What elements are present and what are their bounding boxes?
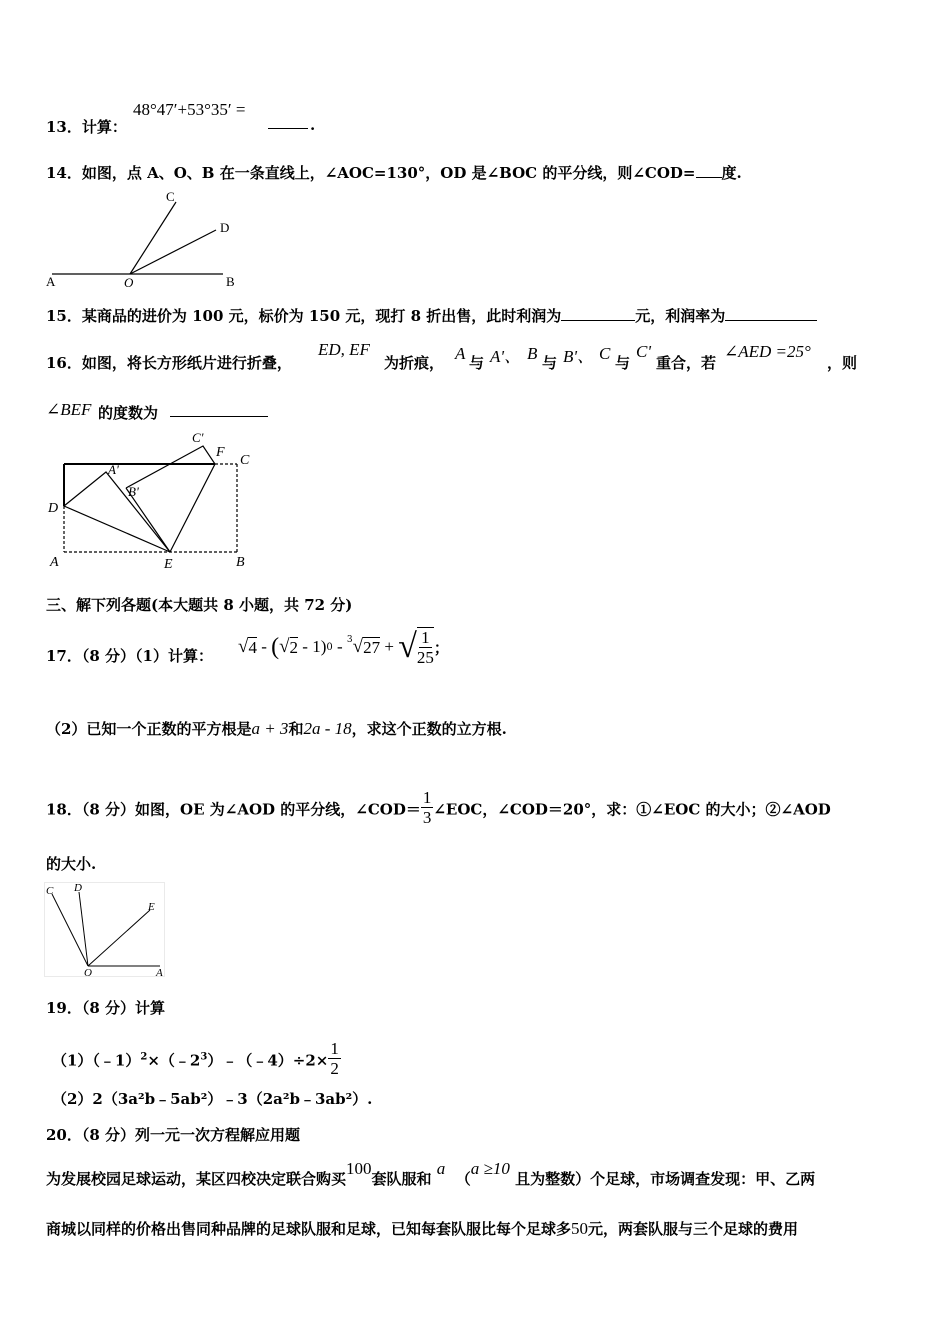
q19-sup-2: 2 bbox=[140, 1051, 148, 1063]
label-b-prime: B' bbox=[128, 484, 139, 499]
q15-profit-blank bbox=[561, 306, 635, 321]
sqrt4-radicand: 4 bbox=[248, 637, 257, 657]
q14-answer-blank bbox=[696, 163, 722, 178]
q13-label: 13．计算： bbox=[46, 118, 127, 136]
section-3-heading: 三、解下列各题(本大题共 8 小题，共 72 分) bbox=[46, 596, 353, 614]
q16-yu3: 与 bbox=[615, 354, 631, 372]
q16-text-3: ，则 bbox=[827, 354, 858, 372]
sqrt-sign-1: √ bbox=[238, 636, 249, 657]
q19-p1 bbox=[52, 1039, 341, 1081]
q14-line bbox=[46, 162, 742, 183]
q19-frac-1-2 bbox=[328, 1039, 341, 1078]
q15-part1: 15．某商品的进价为 100 元，标价为 150 元，现打 8 折出售，此时利润为 bbox=[46, 307, 562, 325]
label-a: A bbox=[50, 555, 59, 570]
q18-frac-1-3 bbox=[421, 788, 434, 827]
q20-var-a: a bbox=[436, 1159, 446, 1178]
q16-angle: ∠AED =25° bbox=[724, 342, 811, 361]
q15-line bbox=[46, 305, 817, 326]
q20-title: 20．（8 分）列一元一次方程解应用题 bbox=[46, 1126, 301, 1144]
q20-number-50: 50 bbox=[571, 1219, 589, 1238]
q15-part2: 元，利润率为 bbox=[635, 307, 726, 325]
q18-line-1 bbox=[46, 788, 831, 830]
sqrt-sign-2: √ bbox=[279, 636, 290, 657]
power-zero: 0 bbox=[326, 641, 333, 653]
q16-answer-blank bbox=[170, 402, 268, 417]
q15-rate-blank bbox=[725, 306, 817, 321]
q17-p2-text-a: （2）已知一个正数的平方根是 bbox=[46, 720, 252, 738]
plus: + bbox=[380, 637, 399, 656]
q18-text-2: ∠EOC，∠COD＝20°，求：①∠EOC 的大小；②∠AOD bbox=[433, 800, 831, 819]
fold-dae bbox=[64, 472, 170, 552]
label-e: E bbox=[164, 557, 173, 572]
label-a-prime: A' bbox=[108, 462, 119, 477]
label-e: E bbox=[148, 901, 155, 913]
cube-root-radicand: 27 bbox=[363, 637, 381, 657]
q16-text-2: 重合，若 bbox=[656, 354, 717, 372]
q13-answer-blank bbox=[268, 114, 308, 129]
label-o: O bbox=[84, 967, 92, 978]
q16-a-prime: A'、 bbox=[490, 347, 522, 366]
q19-p1-c: ）﹣（﹣4）÷2× bbox=[207, 1051, 329, 1070]
q14-figure bbox=[40, 188, 240, 292]
q17-end: ； bbox=[433, 638, 449, 657]
q14-text: 14．如图，点 A、O、B 在一条直线上，∠AOC=130°，OD 是∠BOC 的平分线，则∠COD= bbox=[46, 164, 696, 182]
q16-c-prime: C' bbox=[636, 342, 651, 361]
frac-num: 1 bbox=[330, 1039, 339, 1058]
frac-num: 1 bbox=[422, 788, 432, 807]
q16-c: C bbox=[599, 344, 611, 363]
q18-text-1: 18．（8 分）如图，OE 为∠AOD 的平分线，∠COD＝ bbox=[46, 800, 421, 819]
q19-p1-b: ×（﹣2 bbox=[147, 1051, 201, 1070]
label-b: B bbox=[226, 274, 235, 289]
minus-1: - bbox=[256, 637, 272, 656]
label-d: D bbox=[48, 501, 59, 516]
label-f: F bbox=[216, 445, 225, 460]
q20-text-3: 且为整数）个足球，市场调查发现：甲、乙两 bbox=[515, 1170, 816, 1188]
sqrt2-radicand: 2 bbox=[289, 637, 299, 657]
q19-title: 19．（8 分）计算 bbox=[46, 999, 166, 1017]
q13-period: . bbox=[310, 116, 316, 134]
q20-condition: a ≥10 bbox=[470, 1159, 510, 1178]
q19-p1-a: （1）（﹣1） bbox=[52, 1051, 141, 1070]
q17-p2-text-b: ，求这个正数的立方根. bbox=[351, 720, 507, 738]
ray-oc bbox=[52, 894, 88, 966]
q16-creases: ED, EF bbox=[318, 340, 370, 359]
q20-text-5: 元，两套队服与三个足球的费用 bbox=[588, 1220, 799, 1238]
label-c-prime: C' bbox=[192, 430, 204, 445]
q13-line bbox=[46, 116, 127, 137]
q17-expression bbox=[238, 622, 449, 672]
q20-line-2 bbox=[46, 1218, 798, 1239]
ray-od bbox=[79, 892, 88, 966]
q20-paren: （ bbox=[455, 1170, 471, 1188]
q16-lead: 16．如图，将长方形纸片进行折叠， bbox=[46, 354, 292, 372]
label-c: C bbox=[46, 885, 54, 897]
q17-p1: 17．（8 分）（1）计算： bbox=[46, 647, 213, 665]
q19-sup-3: 3 bbox=[200, 1051, 208, 1063]
minus-2: - bbox=[332, 637, 347, 656]
q16-yu1: 与 bbox=[469, 354, 485, 372]
q17-and: 和 bbox=[288, 720, 304, 738]
q14-suffix: 度. bbox=[721, 164, 742, 182]
q20-text-1: 为发展校园足球运动，某区四校决定联合购买 bbox=[46, 1170, 347, 1188]
paren-open: ( bbox=[271, 633, 280, 660]
q17-expr-2a-minus-18: 2a - 18 bbox=[303, 719, 352, 738]
q16-yu2: 与 bbox=[542, 354, 558, 372]
q16-text-1: 为折痕， bbox=[384, 354, 445, 372]
frac-den: 2 bbox=[330, 1059, 339, 1078]
ray-od bbox=[130, 230, 216, 274]
q16-text-4: 的度数为 bbox=[98, 404, 159, 422]
ray-oe bbox=[88, 910, 150, 966]
cube-root-sign: √ bbox=[352, 636, 364, 657]
q13-expression: 48°47′+53°35′ = bbox=[133, 100, 246, 119]
cube-root-index: 3 bbox=[346, 635, 353, 645]
frac-num: 1 bbox=[421, 628, 430, 647]
sqrt-sign-3: √ bbox=[398, 628, 417, 665]
label-o: O bbox=[124, 275, 134, 290]
q20-number-100: 100 bbox=[346, 1159, 372, 1178]
q20-line-1 bbox=[46, 1159, 816, 1189]
q16-b: B bbox=[527, 344, 538, 363]
label-a: A bbox=[46, 274, 56, 289]
label-d: D bbox=[220, 220, 230, 235]
q17-expr-a-plus-3: a + 3 bbox=[251, 719, 289, 738]
label-c: C bbox=[166, 189, 175, 204]
q16-angle-bef: ∠BEF bbox=[46, 400, 92, 419]
q16-b-prime: B'、 bbox=[563, 347, 595, 366]
frac-den: 3 bbox=[422, 808, 432, 827]
q19-p2: （2）2（3a²b﹣5ab²）﹣3（2a²b﹣3ab²）. bbox=[52, 1090, 373, 1108]
q16-figure bbox=[40, 428, 260, 574]
label-a: A bbox=[156, 967, 163, 978]
q17-p2 bbox=[46, 718, 507, 739]
q20-text-2: 套队服和 bbox=[371, 1170, 432, 1188]
fold-bcf bbox=[126, 446, 215, 552]
q20-text-4: 商城以同样的价格出售同种品牌的足球队服和足球，已知每套队服比每个足球多 bbox=[46, 1220, 572, 1238]
frac-den: 25 bbox=[416, 648, 434, 667]
ray-oc bbox=[130, 202, 176, 274]
label-b: B bbox=[236, 555, 245, 570]
q16-a: A bbox=[455, 344, 466, 363]
figure-frame bbox=[45, 883, 165, 977]
q18-figure bbox=[44, 882, 166, 978]
frac-1-25 bbox=[417, 627, 434, 667]
minus-one-close: - 1) bbox=[298, 637, 327, 656]
label-d: D bbox=[74, 882, 82, 894]
label-c: C bbox=[240, 453, 250, 468]
q18-line-2: 的大小. bbox=[46, 855, 97, 873]
